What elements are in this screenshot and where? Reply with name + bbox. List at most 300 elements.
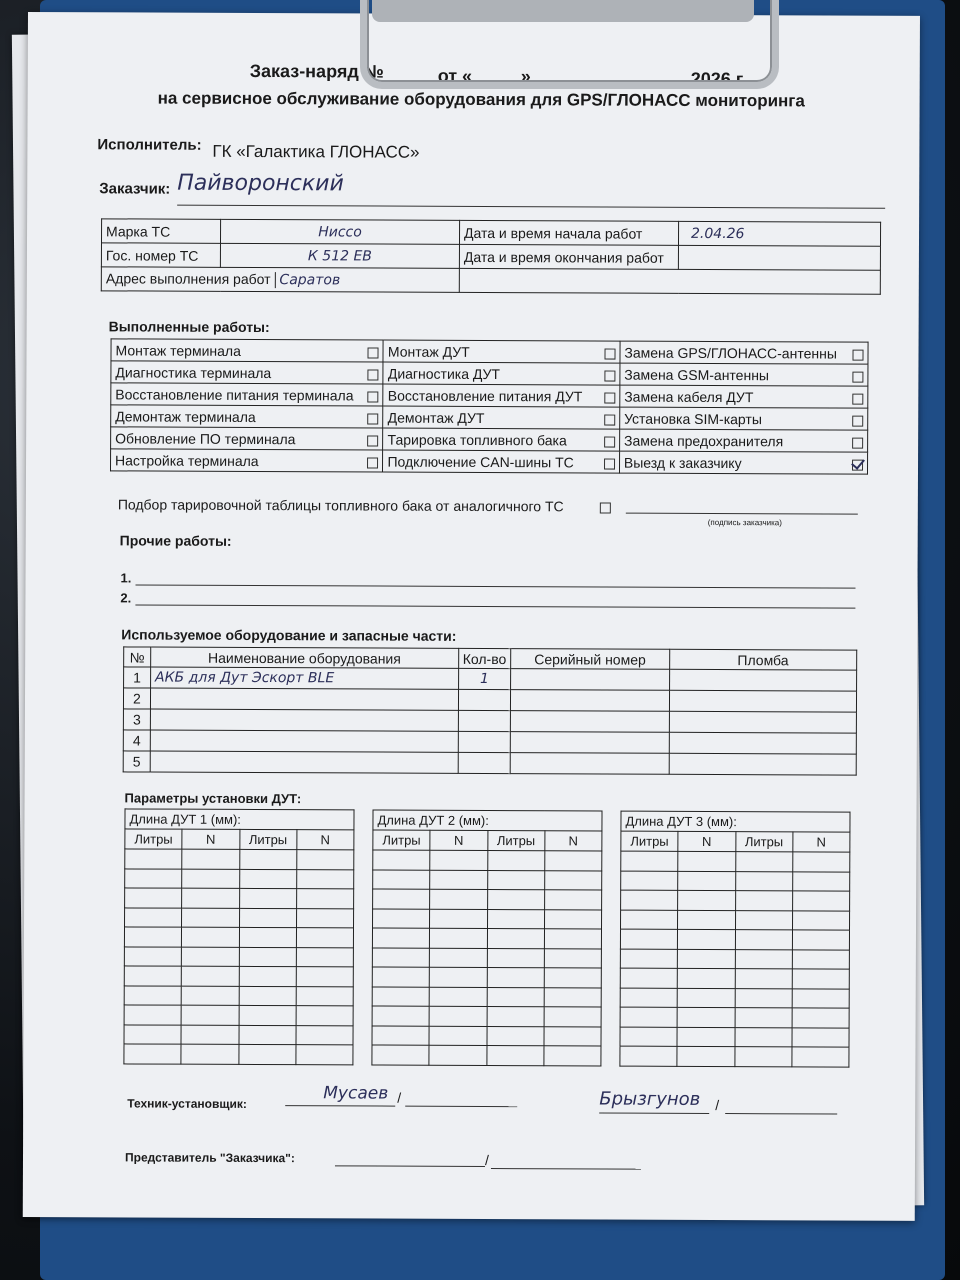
dut-cell bbox=[677, 988, 734, 1008]
dut-cell bbox=[181, 1044, 238, 1064]
work-item-checkbox[interactable] bbox=[368, 413, 379, 424]
dut-cell bbox=[239, 849, 296, 869]
dut-cell bbox=[793, 852, 850, 872]
dut-cell bbox=[677, 968, 734, 988]
dut-row bbox=[124, 1044, 353, 1064]
dut-cell bbox=[792, 969, 849, 989]
work-item bbox=[111, 383, 384, 406]
dut-table-1 bbox=[123, 808, 354, 1065]
work-item-label: Обновление ПО терминала bbox=[115, 429, 296, 447]
dut-cell bbox=[125, 888, 182, 908]
dut-cell bbox=[296, 1025, 353, 1045]
dut-cell bbox=[486, 1046, 543, 1066]
work-item bbox=[111, 405, 384, 428]
dut-cell bbox=[181, 1005, 238, 1025]
dut-cell bbox=[678, 871, 735, 891]
dut-cell bbox=[124, 1024, 181, 1044]
work-item-checkbox[interactable] bbox=[852, 437, 863, 448]
equipment-cell-seal bbox=[669, 732, 856, 754]
work-item-label: Диагностика терминала bbox=[115, 363, 272, 381]
work-item-checkbox[interactable] bbox=[852, 459, 863, 470]
dut-cell bbox=[238, 1025, 295, 1045]
work-item-label: Демонтаж ДУТ bbox=[387, 409, 485, 426]
dut-table-3 bbox=[619, 811, 850, 1068]
dut-cell bbox=[544, 968, 601, 988]
dut-cell bbox=[487, 890, 544, 910]
dut-cell bbox=[296, 986, 353, 1006]
rep-line-b bbox=[491, 1168, 641, 1170]
equipment-cell-serial bbox=[511, 669, 670, 691]
dut-row bbox=[373, 850, 602, 870]
work-item-checkbox[interactable] bbox=[368, 369, 379, 380]
dut-cell bbox=[124, 946, 181, 966]
equipment-cell-seal bbox=[669, 690, 856, 712]
dut-row bbox=[124, 946, 353, 966]
dut-row bbox=[373, 909, 602, 929]
work-item bbox=[619, 451, 867, 474]
work-item bbox=[383, 406, 620, 429]
dut-cell bbox=[678, 851, 735, 871]
other-works-item2: 2. bbox=[120, 590, 132, 606]
start-label: Дата и время начала работ bbox=[459, 220, 678, 245]
dut-cell bbox=[735, 988, 792, 1008]
equipment-cell-serial bbox=[510, 711, 669, 733]
rep-slash: / bbox=[484, 1152, 489, 1169]
dut-cell bbox=[372, 928, 429, 948]
dut-cell bbox=[544, 948, 601, 968]
dut-cell bbox=[735, 930, 792, 950]
dut-row bbox=[372, 987, 601, 1007]
dut-cell bbox=[735, 1008, 792, 1028]
dut-cell bbox=[678, 949, 735, 969]
dut-row bbox=[372, 948, 601, 968]
dut-cell bbox=[125, 907, 182, 927]
work-item-label: Монтаж ДУТ bbox=[387, 343, 470, 360]
executor-label: Исполнитель: bbox=[97, 136, 202, 154]
dut-cell bbox=[621, 851, 678, 871]
dut-cell bbox=[372, 987, 429, 1007]
equipment-cell-qty bbox=[458, 689, 511, 710]
dut-cell bbox=[297, 850, 354, 870]
dut-header: N bbox=[182, 829, 239, 849]
dut-row bbox=[373, 870, 602, 890]
dut-cell bbox=[735, 871, 792, 891]
dut-cell bbox=[373, 850, 430, 870]
work-item bbox=[111, 427, 384, 450]
work-item bbox=[383, 384, 620, 407]
equipment-header: № bbox=[124, 647, 151, 667]
dut-header: Литры bbox=[125, 829, 182, 849]
dut-header: Литры bbox=[487, 831, 544, 851]
dut-cell bbox=[620, 1007, 677, 1027]
work-item-checkbox[interactable] bbox=[604, 436, 615, 447]
dut-cell bbox=[430, 967, 487, 987]
dut-cell bbox=[296, 1045, 353, 1065]
dut-cell bbox=[544, 870, 601, 890]
tech-label: Техник-установщик: bbox=[127, 1096, 247, 1111]
title-from-label: от « bbox=[437, 65, 473, 86]
dut-cell bbox=[239, 869, 296, 889]
dut-header: Литры bbox=[735, 832, 792, 852]
dut-cell bbox=[544, 890, 601, 910]
dut-header: Литры bbox=[621, 831, 678, 851]
dut-cell bbox=[545, 851, 602, 871]
dut-cell bbox=[182, 869, 239, 889]
brand-label: Марка ТС bbox=[101, 219, 220, 244]
end-label: Дата и время окончания работ bbox=[459, 244, 678, 269]
works-table bbox=[110, 338, 869, 474]
other-works-line2 bbox=[135, 604, 855, 608]
dut-cell bbox=[182, 947, 239, 967]
dut-cell bbox=[734, 1027, 791, 1047]
equipment-cell-qty bbox=[458, 752, 511, 773]
dut-row bbox=[372, 928, 601, 948]
equipment-title: Используемое оборудование и запасные части: bbox=[121, 626, 457, 644]
dut-row bbox=[372, 1026, 601, 1046]
dut-cell bbox=[677, 1007, 734, 1027]
dut-cell bbox=[296, 967, 353, 987]
works-row bbox=[111, 339, 868, 364]
works-row bbox=[111, 383, 868, 408]
work-item-checkbox[interactable] bbox=[852, 349, 863, 360]
dut-cell bbox=[296, 928, 353, 948]
title-order-label: Заказ-наряд № bbox=[249, 60, 384, 82]
dut-cell bbox=[621, 910, 678, 930]
work-item-checkbox[interactable] bbox=[604, 370, 615, 381]
work-item-label: Демонтаж терминала bbox=[115, 407, 256, 425]
dut-cell bbox=[373, 889, 430, 909]
end-value bbox=[678, 245, 880, 270]
dut-cell bbox=[544, 987, 601, 1007]
dut-cell bbox=[487, 948, 544, 968]
equipment-cell-n: 5 bbox=[123, 751, 150, 772]
rep-line-a bbox=[335, 1165, 485, 1167]
dut-row bbox=[620, 1007, 849, 1027]
equipment-cell-name bbox=[150, 730, 458, 752]
work-item-label: Замена предохранителя bbox=[623, 432, 784, 449]
work-item-checkbox[interactable] bbox=[604, 348, 615, 359]
dut-cell bbox=[792, 930, 849, 950]
dut-cell bbox=[544, 929, 601, 949]
dut-cell bbox=[430, 889, 487, 909]
dut-cell bbox=[429, 1026, 486, 1046]
dut-row bbox=[125, 868, 354, 888]
plate-value: К 512 ЕВ bbox=[220, 243, 459, 268]
dut-cell bbox=[487, 987, 544, 1007]
work-item-label: Восстановление питания ДУТ bbox=[387, 387, 583, 404]
dut-cell bbox=[296, 869, 353, 889]
tech-line-a bbox=[285, 1105, 395, 1106]
dut-cell bbox=[735, 891, 792, 911]
equipment-table bbox=[123, 646, 858, 775]
dut-cell bbox=[792, 1027, 849, 1047]
address-cell bbox=[101, 267, 459, 293]
work-item bbox=[620, 341, 868, 364]
dut-cell bbox=[182, 888, 239, 908]
dut-cell bbox=[239, 947, 296, 967]
works-row bbox=[111, 427, 868, 452]
dut-cell bbox=[792, 1008, 849, 1028]
works-row bbox=[111, 361, 868, 386]
work-item-checkbox[interactable] bbox=[368, 347, 379, 358]
dut-cell bbox=[372, 1045, 429, 1065]
customer-line bbox=[177, 205, 885, 209]
dut-cell bbox=[430, 928, 487, 948]
work-item-label: Восстановление питания терминала bbox=[115, 385, 354, 403]
dut-cell bbox=[735, 949, 792, 969]
dut-cell bbox=[238, 1044, 295, 1064]
work-item-label: Выезд к заказчику bbox=[623, 454, 742, 471]
dut-cell bbox=[430, 870, 487, 890]
dut-cell bbox=[296, 908, 353, 928]
dut-row bbox=[621, 910, 850, 930]
dut-table-title: Длина ДУТ 1 (мм): bbox=[125, 809, 354, 830]
dut-cell bbox=[735, 910, 792, 930]
dut-cell bbox=[735, 969, 792, 989]
dut-cell bbox=[125, 868, 182, 888]
title-quote-close: » bbox=[520, 66, 531, 87]
dut-row bbox=[124, 966, 353, 986]
work-item bbox=[110, 449, 383, 472]
dut-row bbox=[373, 889, 602, 909]
dut-cell bbox=[792, 1047, 849, 1067]
dut-cell bbox=[182, 966, 239, 986]
tech-name: Мусаев bbox=[323, 1083, 389, 1104]
dut-cell bbox=[544, 909, 601, 929]
work-item-checkbox[interactable] bbox=[604, 392, 615, 403]
address-label: Адрес выполнения работ bbox=[105, 270, 271, 288]
dut-cell bbox=[124, 927, 181, 947]
dut-row bbox=[372, 967, 601, 987]
dut-cell bbox=[677, 1046, 734, 1066]
dut-header: Литры bbox=[373, 830, 430, 850]
dut-cell bbox=[182, 908, 239, 928]
dut-cell bbox=[430, 909, 487, 929]
dut-cell bbox=[239, 1005, 296, 1025]
dut-cell bbox=[486, 1026, 543, 1046]
work-item-label: Замена кабеля ДУТ bbox=[624, 388, 754, 405]
work-item bbox=[619, 429, 867, 452]
equipment-header: Пломба bbox=[669, 649, 856, 670]
dut-cell bbox=[239, 966, 296, 986]
dut-row bbox=[621, 851, 850, 871]
dut-cell bbox=[239, 908, 296, 928]
work-item bbox=[111, 361, 384, 384]
dut-header: N bbox=[678, 831, 735, 851]
dut-row bbox=[124, 1024, 353, 1044]
dut-row bbox=[124, 927, 353, 947]
dut-cell bbox=[182, 927, 239, 947]
dut-cell bbox=[620, 968, 677, 988]
dut-cell bbox=[429, 987, 486, 1007]
equipment-cell-n: 3 bbox=[123, 709, 150, 730]
equipment-cell-name bbox=[150, 751, 458, 773]
dut-cell bbox=[620, 1046, 677, 1066]
title-subtitle: на сервисное обслуживание оборудования для GPS/ГЛОНАСС мониторинга bbox=[157, 88, 805, 111]
calibration-sign-line bbox=[626, 513, 858, 515]
dut-cell bbox=[792, 949, 849, 969]
dut-row bbox=[125, 907, 354, 927]
dut-row bbox=[620, 1046, 849, 1066]
work-order-sheet bbox=[23, 12, 920, 1221]
dut-row bbox=[620, 929, 849, 949]
other-works-line1 bbox=[135, 584, 855, 588]
works-title: Выполненные работы: bbox=[108, 318, 270, 336]
equipment-cell-qty bbox=[458, 710, 511, 731]
clipboard-clip bbox=[360, 0, 779, 89]
dut-header: N bbox=[430, 830, 487, 850]
rep-label: Представитель "Заказчика": bbox=[124, 1150, 295, 1166]
dut-table-title: Длина ДУТ 3 (мм): bbox=[621, 811, 850, 832]
work-item-checkbox[interactable] bbox=[604, 414, 615, 425]
equipment-cell-qty: 1 bbox=[458, 668, 511, 689]
brand-value: Ниссо bbox=[220, 219, 459, 244]
dut-cell bbox=[677, 1027, 734, 1047]
dut-cell bbox=[678, 890, 735, 910]
dut-header: N bbox=[297, 830, 354, 850]
dut-cell bbox=[239, 927, 296, 947]
dut-cell bbox=[735, 852, 792, 872]
plate-label: Гос. номер ТС bbox=[101, 243, 220, 268]
dut-cell bbox=[487, 1007, 544, 1027]
work-item-label: Замена GSM-антенны bbox=[624, 366, 770, 383]
equipment-cell-seal bbox=[669, 711, 856, 733]
dut-cell bbox=[620, 949, 677, 969]
work-item bbox=[383, 428, 620, 451]
work-item bbox=[620, 407, 868, 430]
works-row bbox=[111, 405, 868, 430]
equipment-cell-qty bbox=[458, 731, 511, 752]
dut-cell bbox=[239, 986, 296, 1006]
work-item-checkbox[interactable] bbox=[368, 435, 379, 446]
work-item bbox=[620, 363, 868, 386]
equipment-cell-n: 4 bbox=[123, 730, 150, 751]
work-item bbox=[383, 450, 620, 473]
dut-cell bbox=[430, 948, 487, 968]
dut-cell bbox=[239, 888, 296, 908]
dut-cell bbox=[487, 851, 544, 871]
dut-cell bbox=[182, 849, 239, 869]
dut-cell bbox=[296, 947, 353, 967]
dut-row bbox=[620, 988, 849, 1008]
dut-cell bbox=[792, 910, 849, 930]
work-item-checkbox[interactable] bbox=[604, 458, 615, 469]
dut-cell bbox=[544, 1046, 601, 1066]
dut-cell bbox=[734, 1047, 791, 1067]
dut-row bbox=[372, 1045, 601, 1065]
dut-row bbox=[125, 888, 354, 908]
work-item-checkbox[interactable] bbox=[852, 371, 863, 382]
work-item bbox=[620, 385, 868, 408]
address-value: Саратов bbox=[274, 272, 340, 288]
equipment-header: Кол-во bbox=[458, 648, 511, 668]
work-item-label: Подключение CAN-шины ТС bbox=[387, 453, 574, 470]
dut-row bbox=[372, 1006, 601, 1026]
dut-cell bbox=[792, 988, 849, 1008]
start-value: 2.04.26 bbox=[678, 221, 880, 246]
tech-slash: / bbox=[397, 1089, 402, 1106]
dut-row bbox=[124, 985, 353, 1005]
work-item-label: Замена GPS/ГЛОНАСС-антенны bbox=[624, 344, 837, 362]
dut-cell bbox=[487, 929, 544, 949]
dut-cell bbox=[372, 967, 429, 987]
dut-cell bbox=[487, 909, 544, 929]
dut-cell bbox=[544, 1026, 601, 1046]
calibration-checkbox[interactable] bbox=[600, 502, 611, 513]
other-works-item1: 1. bbox=[120, 570, 132, 586]
calibration-label: Подбор тарировочной таблицы топливного бака от аналогичного ТС bbox=[117, 496, 564, 515]
work-item-label: Монтаж терминала bbox=[115, 341, 241, 359]
calibration-sign-caption: (подпись заказчика) bbox=[707, 517, 782, 528]
dut-cell bbox=[792, 871, 849, 891]
dut-cell bbox=[792, 891, 849, 911]
dut-cell bbox=[678, 929, 735, 949]
equipment-header: Серийный номер bbox=[511, 649, 670, 670]
dut-cell bbox=[373, 870, 430, 890]
dut-cell bbox=[430, 850, 487, 870]
vehicle-table bbox=[101, 218, 881, 294]
equipment-cell-name bbox=[150, 709, 458, 731]
dut-cell bbox=[124, 985, 181, 1005]
equipment-cell-seal bbox=[669, 669, 856, 691]
executor-value: ГК «Галактика ГЛОНАСС» bbox=[212, 141, 420, 162]
dut-cell bbox=[544, 1007, 601, 1027]
dut-header: Литры bbox=[239, 829, 296, 849]
customer-label: Заказчик: bbox=[99, 180, 171, 198]
dut-cell bbox=[124, 1044, 181, 1064]
dut-cell bbox=[372, 948, 429, 968]
dut-header: N bbox=[545, 831, 602, 851]
customer-value: Пайворонский bbox=[177, 170, 344, 197]
works-row bbox=[110, 449, 867, 474]
equipment-cell-serial bbox=[510, 732, 669, 754]
work-item-checkbox[interactable] bbox=[367, 457, 378, 468]
tech2-line-b bbox=[725, 1113, 837, 1114]
tech2-line-a bbox=[599, 1113, 709, 1114]
equipment-cell-seal bbox=[669, 753, 856, 775]
dut-table-2 bbox=[371, 810, 602, 1067]
dut-row bbox=[620, 1027, 849, 1047]
dut-row bbox=[621, 890, 850, 910]
work-item-checkbox[interactable] bbox=[368, 391, 379, 402]
other-works-title: Прочие работы: bbox=[119, 532, 232, 549]
dut-cell bbox=[487, 870, 544, 890]
dut-cell bbox=[373, 909, 430, 929]
work-item-checkbox[interactable] bbox=[852, 393, 863, 404]
dut-cell bbox=[621, 871, 678, 891]
dut-cell bbox=[181, 1025, 238, 1045]
title-year: 2026 г. bbox=[690, 68, 747, 90]
work-item bbox=[111, 339, 384, 362]
dut-table-title: Длина ДУТ 2 (мм): bbox=[373, 810, 602, 831]
dut-row bbox=[620, 968, 849, 988]
dut-cell bbox=[124, 1005, 181, 1025]
work-item-checkbox[interactable] bbox=[852, 415, 863, 426]
dut-cell bbox=[487, 968, 544, 988]
dut-cell bbox=[124, 966, 181, 986]
dut-row bbox=[620, 949, 849, 969]
work-item-label: Установка SIM-карты bbox=[624, 410, 762, 427]
work-item-label: Настройка терминала bbox=[115, 451, 259, 469]
dut-cell bbox=[621, 890, 678, 910]
equipment-header: Наименование оборудования bbox=[151, 647, 459, 668]
work-item bbox=[383, 362, 620, 385]
tech-line-b bbox=[405, 1106, 517, 1107]
dut-cell bbox=[296, 889, 353, 909]
equipment-cell-serial bbox=[510, 753, 669, 775]
dut-row bbox=[125, 849, 354, 869]
dut-cell bbox=[372, 1006, 429, 1026]
